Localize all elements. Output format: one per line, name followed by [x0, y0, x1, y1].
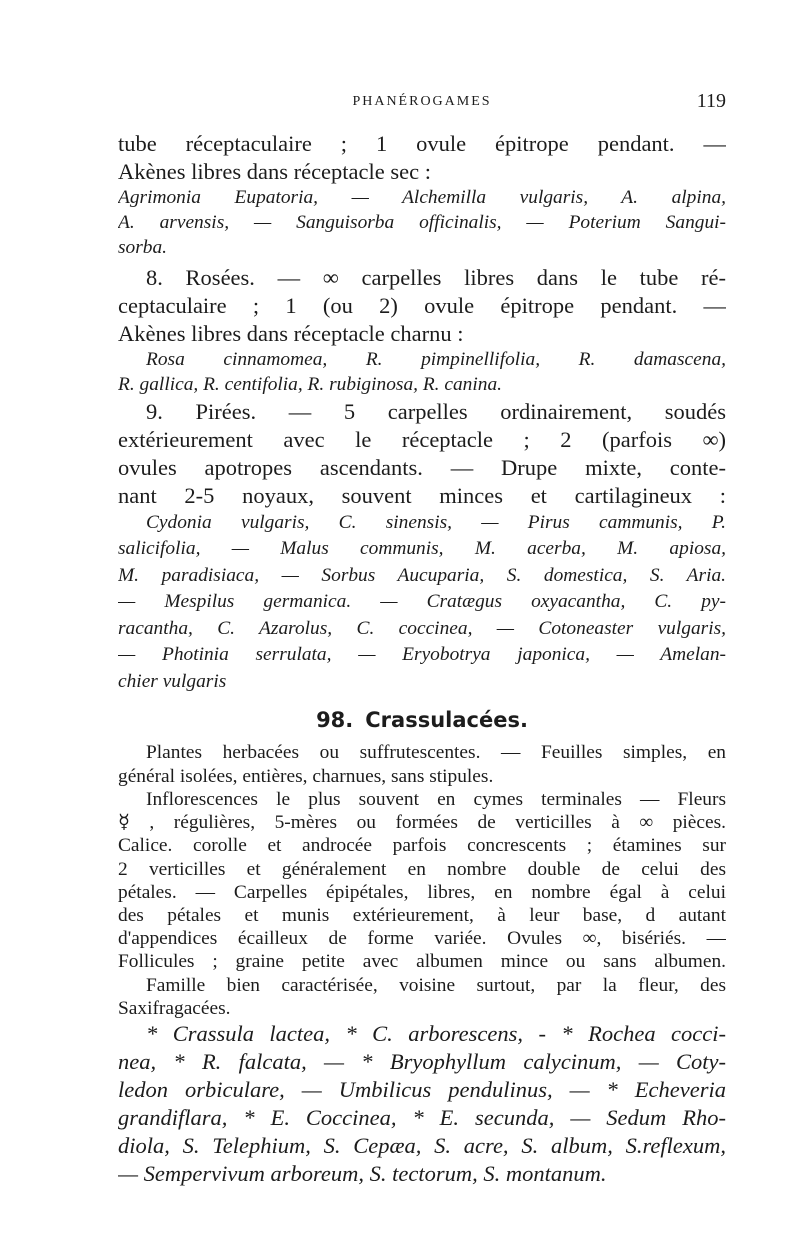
text-line: général isolées, entières, charnues, sans stipules.	[118, 765, 494, 787]
text-line: Follicules ; graine petite avec albumen mince ou sans albumen.	[118, 951, 726, 973]
text-line: 2 verticilles et généralement en nombre double de celui des	[118, 858, 726, 880]
species-line: Agrimonia Eupatoria, — Alchemilla vulgaris, A. alpina,	[118, 187, 726, 208]
text-line: 8. Rosées. — ∞ carpelles libres dans le tube ré-	[146, 265, 726, 291]
section-97-species	[118, 186, 726, 260]
text-line: ☿ , régulières, 5-mères ou formées de verticilles à ∞ pièces.	[118, 812, 726, 834]
section-97-continuation	[118, 130, 726, 186]
running-head: PHANÉROGAMES	[352, 94, 492, 109]
family-heading	[118, 705, 726, 735]
species-line: salicifolia, — Malus communis, M. acerba, M. apiosa,	[118, 538, 726, 560]
tribe-9-pirees	[118, 398, 726, 510]
text-line: Akènes libres dans réceptacle sec :	[118, 159, 431, 184]
species-line: racantha, C. Azarolus, C. coccinea, — Cotoneaster vulgaris,	[118, 617, 726, 639]
text-line: extérieurement avec le réceptacle ; 2 (parfois ∞)	[118, 426, 726, 452]
page-number: 119	[696, 90, 726, 112]
family-number: 98.	[316, 708, 354, 733]
text-line: Famille bien caractérisée, voisine surtout, par la fleur, des	[146, 974, 726, 996]
species-line: — Photinia serrulata, — Eryobotrya japonica, — Amelan-	[118, 644, 726, 666]
species-line: Cydonia vulgaris, C. sinensis, — Pirus cammunis, P.	[146, 511, 726, 533]
species-line: M. paradisiaca, — Sorbus Aucuparia, S. domestica, S. Aria.	[118, 564, 726, 586]
text-line: nant 2-5 noyaux, souvent minces et cartilagineux :	[118, 482, 726, 508]
family-98-species	[118, 1020, 726, 1188]
text-line: Plantes herbacées ou suffrutescentes. — Feuilles simples, en	[146, 742, 726, 764]
page-header	[118, 88, 726, 118]
text-line: d'appendices écailleux de forme variée. Ovules ∞, bisériés. —	[118, 928, 726, 950]
species-line: R. gallica, R. centifolia, R. rubiginosa, R. canina.	[118, 374, 502, 396]
text-line: 9. Pirées. — 5 carpelles ordinairement, soudés	[146, 398, 726, 424]
page-body	[118, 130, 726, 1188]
text-line: Calice. corolle et androcée parfois concrescents ; étamines sur	[118, 835, 726, 857]
text-line: Akènes libres dans réceptacle charnu :	[118, 321, 464, 347]
family-98-description	[118, 741, 726, 1019]
species-line: sorba.	[118, 236, 168, 258]
species-line: A. arvensis, — Sanguisorba officinalis, — Poterium Sangui-	[118, 211, 726, 233]
tribe-9-species	[118, 510, 726, 696]
species-line: — Mespilus germanica. — Cratægus oxyacantha, C. py-	[118, 591, 726, 613]
text-line: des pétales et munis extérieurement, à leur base, d autant	[118, 904, 726, 926]
species-line: chier vulgaris	[118, 670, 227, 692]
text-line: pétales. — Carpelles épipétales, libres, en nombre égal à celui	[118, 881, 726, 903]
text-line: ceptaculaire ; 1 (ou 2) ovule épitrope pendant. —	[118, 293, 726, 319]
species-line: * Crassula lactea, * C. arborescens, - * Rochea cocci-	[146, 1020, 726, 1046]
species-line: ledon orbiculare, — Umbilicus pendulinus, — * Echeveria	[118, 1076, 726, 1102]
tribe-8-rosees	[118, 264, 726, 348]
species-line: Rosa cinnamomea, R. pimpinellifolia, R. damascena,	[146, 349, 726, 371]
species-line: diola, S. Telephium, S. Cepæa, S. acre, S. album, S.reflexum,	[118, 1132, 726, 1158]
family-title: Crassulacées.	[365, 708, 528, 733]
text-line: tube réceptaculaire ; 1 ovule épitrope pendant. —	[118, 131, 726, 156]
species-line: — Sempervivum arboreum, S. tectorum, S. montanum.	[118, 1160, 607, 1186]
tribe-8-species	[118, 348, 726, 398]
text-line: Saxifragacées.	[118, 997, 231, 1019]
species-line: grandiflara, * E. Coccinea, * E. secunda, — Sedum Rho-	[118, 1104, 726, 1130]
text-line: ovules apotropes ascendants. — Drupe mixte, conte-	[118, 454, 726, 480]
species-line: nea, * R. falcata, — * Bryophyllum calycinum, — Coty-	[118, 1048, 726, 1074]
text-line: Inflorescences le plus souvent en cymes terminales — Fleurs	[146, 788, 726, 810]
